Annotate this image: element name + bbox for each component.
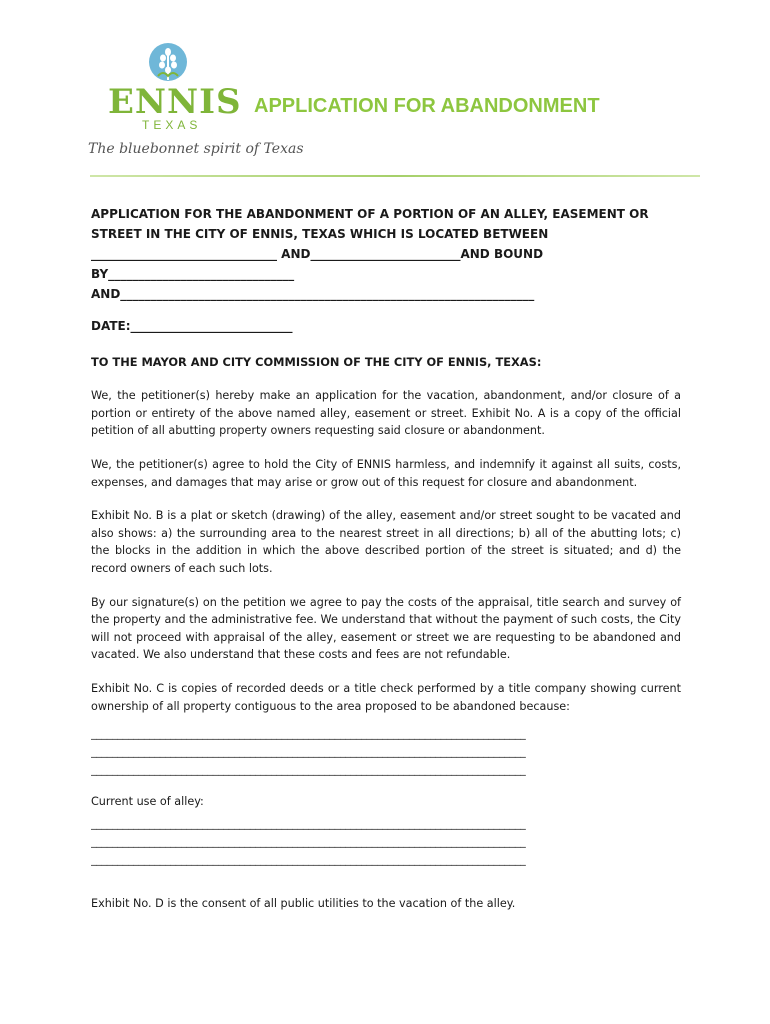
current-use-line-2[interactable]: __________________________________________________________________________________	[91, 834, 526, 848]
paragraph-petition: We, the petitioner(s) hereby make an application for the vacation, abandonment, and/or closure of a portion or entirety of the above named alley, easement or street. Exhibit No. A is a copy of the official petition of all abutting property owners requesting said closure or abandonment.	[91, 389, 681, 438]
document-body	[91, 204, 681, 912]
paragraph-costs: By our signature(s) on the petition we agree to pay the costs of the appraisal, title search and survey of the property and the administrative fee. We understand that without the payment of such costs, the City will not proceed with appraisal of the alley, easement or street we are requesting to be abandoned and vacated. We also understand that these costs and fees are not refundable.	[91, 595, 681, 662]
heading-line-5[interactable]: AND_____________________________________________________________________	[91, 287, 535, 301]
reason-line-1[interactable]: __________________________________________________________________________________	[91, 727, 526, 741]
page-title: APPLICATION FOR ABANDONMENT	[254, 95, 600, 117]
addressee-line: TO THE MAYOR AND CITY COMMISSION OF THE CITY OF ENNIS, TEXAS:	[91, 354, 542, 369]
reason-line-3[interactable]: __________________________________________________________________________________	[91, 763, 526, 777]
reason-lines	[91, 725, 681, 779]
paragraph-exhibit-d: Exhibit No. D is the consent of all public utilities to the vacation of the alley.	[91, 896, 516, 910]
current-use-line-3[interactable]: __________________________________________________________________________________	[91, 852, 526, 866]
paragraph-exhibit-c: Exhibit No. C is copies of recorded deeds or a title check performed by a title company showing current ownership of all property contiguous to the area proposed to be abandoned because:	[91, 681, 681, 713]
current-use-label: Current use of alley:	[91, 795, 204, 809]
current-use-line-1[interactable]: __________________________________________________________________________________	[91, 816, 526, 830]
logo-tagline: The bluebonnet spirit of Texas	[88, 141, 304, 157]
form-heading	[91, 204, 681, 304]
paragraph-indemnify: We, the petitioner(s) agree to hold the City of ENNIS harmless, and indemnify it against all suits, costs, expenses, and damages that may arise or grow out of this request for closure and abandonment.	[91, 457, 681, 489]
header-divider	[90, 175, 700, 177]
reason-line-2[interactable]: __________________________________________________________________________________	[91, 745, 526, 759]
heading-line-3[interactable]: _______________________________ AND_________________________AND BOUND	[91, 247, 544, 261]
date-field[interactable]: DATE:___________________________	[91, 319, 293, 333]
heading-line-2: STREET IN THE CITY OF ENNIS, TEXAS WHICH IS LOCATED BETWEEN	[91, 227, 549, 241]
logo-subtitle: TEXAS	[142, 118, 202, 132]
page-header	[0, 0, 770, 190]
heading-line-4[interactable]: BY_______________________________	[91, 267, 295, 281]
heading-line-1: APPLICATION FOR THE ABANDONMENT OF A PORTION OF AN ALLEY, EASEMENT OR	[91, 207, 649, 221]
paragraph-exhibit-b: Exhibit No. B is a plat or sketch (drawing) of the alley, easement and/or street sought to be vacated and also shows: a) the surrounding area to the nearest street in all directions; b) all of the abutting lots; c) the blocks in the addition in which the above described portion of the street is situated; and d) the record owners of each such lots.	[91, 509, 681, 575]
current-use-lines	[91, 815, 681, 869]
bluebonnet-emblem-icon	[148, 40, 188, 84]
logo-name: ENNIS	[108, 82, 242, 122]
